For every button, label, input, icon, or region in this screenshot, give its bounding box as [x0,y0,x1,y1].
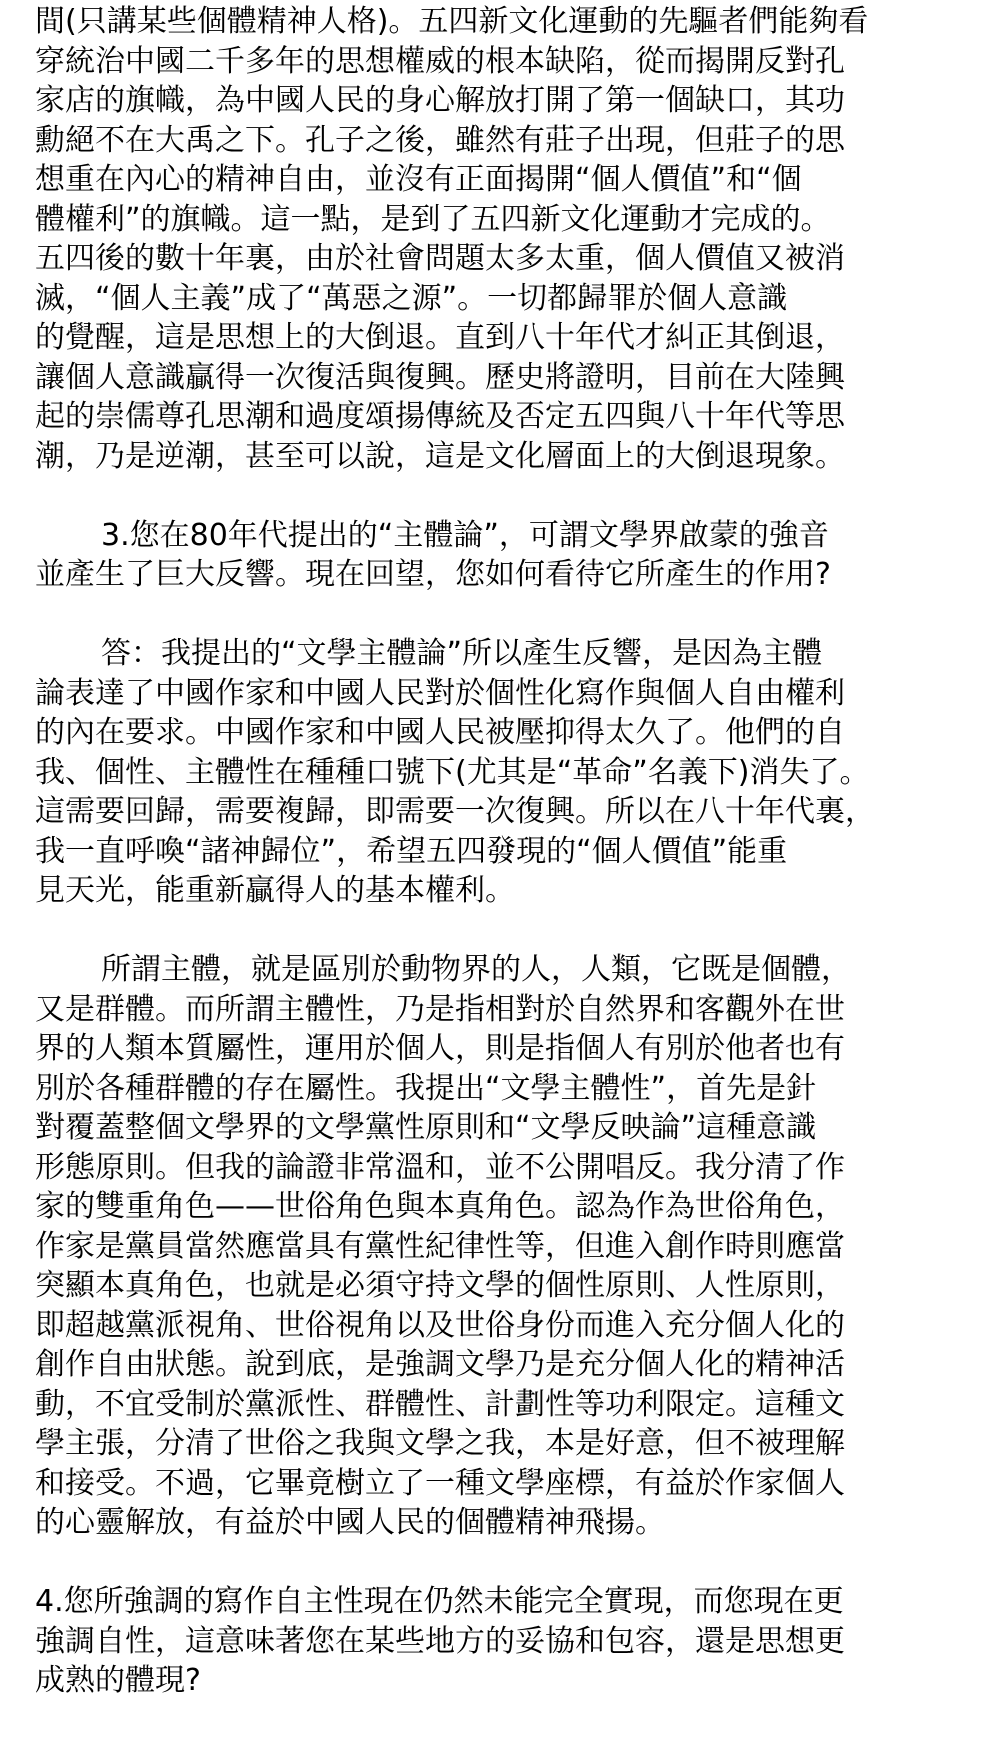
text-line: 潮，乃是逆潮，甚至可以說，這是文化層面上的大倒退現象。 [35,438,845,474]
paragraph-wusi-continuation [35,2,985,476]
question-line: 成熟的體現? [35,1663,201,1698]
question-line: 強調自性，這意味著您在某些地方的妥協和包容，還是思想更 [35,1623,845,1659]
text-line: 動，不宜受制於黨派性、群體性、計劃性等功利限定。這種文 [35,1386,845,1422]
question-4 [35,1582,985,1701]
question-3 [35,516,985,595]
text-line: 對覆蓋整個文學界的文學黨性原則和“文學反映論”這種意識 [35,1110,817,1145]
text-line: 突顯本真角色，也就是必須守持文學的個性原則、人性原則， [35,1268,845,1303]
text-line: 論表達了中國作家和中國人民對於個性化寫作與個人自由權利 [35,675,845,711]
text-line: 穿統治中國二千多年的思想權威的根本缺陷，從而揭開反對孔 [35,43,845,79]
text-line: 間(只講某些個體精神人格)。五四新文化運動的先驅者們能夠看 [35,4,869,39]
text-line: 所謂主體，就是區別於動物界的人，人類，它既是個體， [101,952,851,987]
question-line: 4.您所強調的寫作自主性現在仍然未能完全實現，而您現在更 [35,1584,844,1619]
text-line: 界的人類本質屬性，運用於個人，則是指個人有別於他者也有 [35,1031,845,1066]
text-line: 家的雙重角色——世俗角色與本真角色。認為作為世俗角色， [35,1189,845,1224]
text-line: 體權利”的旗幟。這一點，是到了五四新文化運動才完成的。 [35,201,831,237]
answer-3-part-1 [35,634,985,911]
text-line: 滅，“個人主義”成了“萬惡之源”。一切都歸罪於個人意識 [35,280,788,316]
text-line: 作家是黨員當然應當具有黨性紀律性等，但進入創作時則應當 [35,1228,845,1264]
question-line: 並產生了巨大反響。現在回望，您如何看待它所產生的作用? [35,557,831,592]
text-line: 和接受。不過，它畢竟樹立了一種文學座標，有益於作家個人 [35,1465,845,1501]
text-line: 這需要回歸，需要複歸，即需要一次復興。所以在八十年代裏， [35,794,875,829]
text-line: 讓個人意識贏得一次復活與復興。歷史將證明，目前在大陸興 [35,359,845,395]
text-line: 家店的旗幟，為中國人民的身心解放打開了第一個缺口，其功 [35,83,845,118]
text-line: 答：我提出的“文學主體論”所以產生反響，是因為主體 [101,636,823,671]
text-line: 勳絕不在大禹之下。孔子之後，雖然有莊子出現，但莊子的思 [35,122,845,158]
text-line: 形態原則。但我的論證非常溫和，並不公開唱反。我分清了作 [35,1149,845,1185]
text-line: 又是群體。而所謂主體性，乃是指相對於自然界和客觀外在世 [35,991,845,1027]
text-line: 的覺醒，這是思想上的大倒退。直到八十年代才糾正其倒退， [35,320,845,355]
text-line: 即超越黨派視角、世俗視角以及世俗身份而進入充分個人化的 [35,1307,845,1343]
text-line: 起的崇儒尊孔思潮和過度頌揚傳統及否定五四與八十年代等思 [35,399,845,434]
text-line: 五四後的數十年裏，由於社會問題太多太重，個人價值又被消 [35,241,845,276]
document-page [35,2,985,1701]
text-line: 學主張，分清了世俗之我與文學之我，本是好意，但不被理解 [35,1426,845,1461]
text-line: 創作自由狀態。說到底，是強調文學乃是充分個人化的精神活 [35,1347,845,1382]
text-line: 我、個性、主體性在種種口號下(尤其是“革命”名義下)消失了。 [35,754,870,790]
answer-3-part-2 [35,950,985,1543]
text-line: 的內在要求。中國作家和中國人民被壓抑得太久了。他們的自 [35,715,845,750]
question-line: 3.您在80年代提出的“主體論”，可謂文學界啟蒙的強音 [101,517,829,553]
text-line: 見天光，能重新贏得人的基本權利。 [35,873,515,908]
text-line: 的心靈解放，有益於中國人民的個體精神飛揚。 [35,1505,665,1540]
text-line: 想重在內心的精神自由，並沒有正面揭開“個人價值”和“個 [35,162,802,197]
text-line: 我一直呼喚“諸神歸位”，希望五四發現的“個人價值”能重 [35,833,788,869]
text-line: 別於各種群體的存在屬性。我提出“文學主體性”，首先是針 [35,1070,817,1106]
